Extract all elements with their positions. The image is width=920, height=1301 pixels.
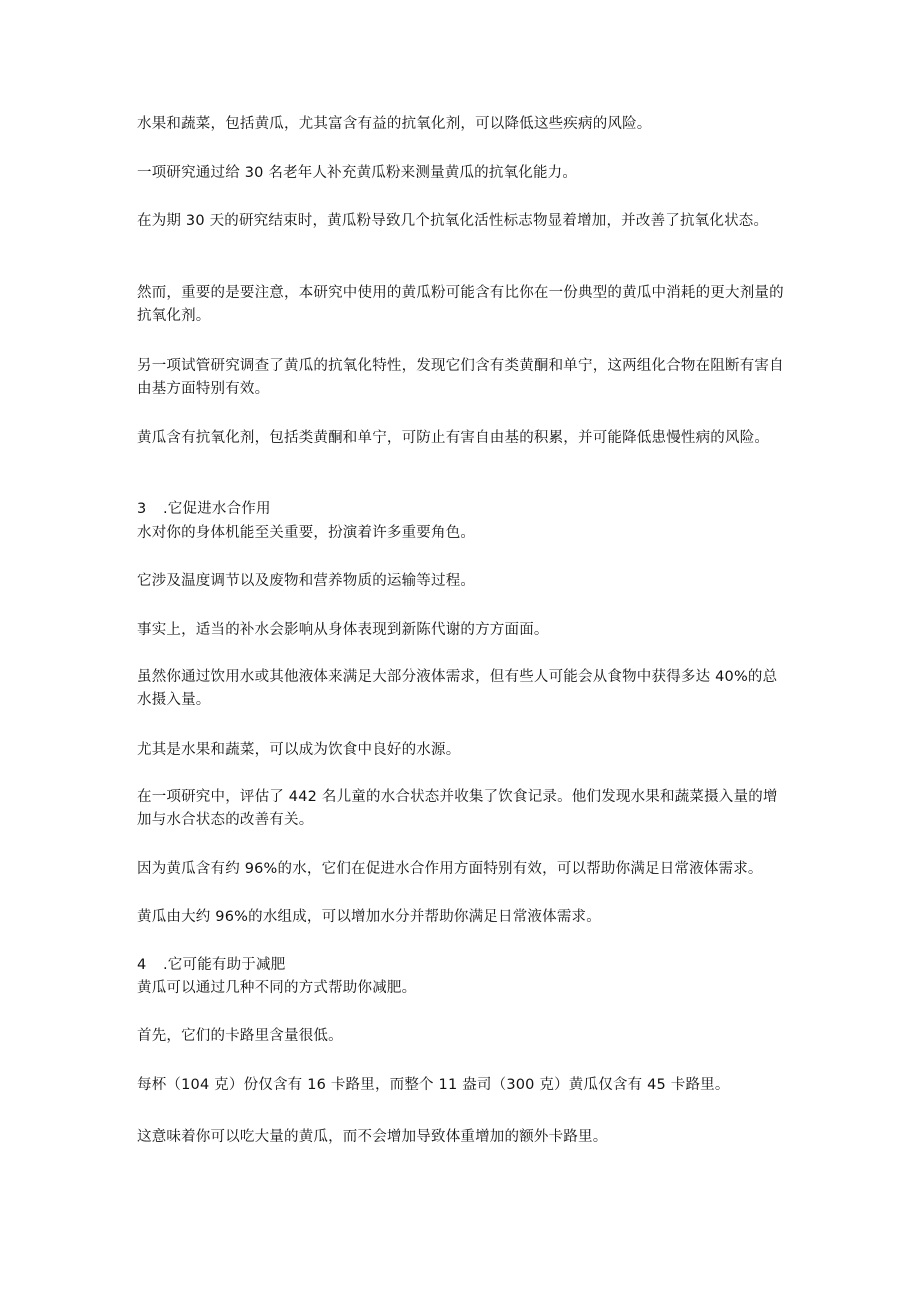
paragraph-low-calorie: 首先，它们的卡路里含量很低。 [137, 1028, 343, 1044]
section-4-heading [137, 954, 787, 977]
paragraph-calorie-count: 每杯（104 克）份仅含有 16 卡路里，而整个 11 盎司（300 克）黄瓜仅含有 45 卡路里。 [137, 1077, 730, 1093]
paragraph-water-intake: 虽然你通过饮用水或其他液体来满足大部分液体需求，但有些人可能会从食物中获得多达 40%的总水摄入量。 [137, 669, 778, 708]
paragraph-hydration-impact: 事实上，适当的补水会影响从身体表现到新陈代谢的方方面面。 [137, 622, 549, 638]
paragraph-weight-loss: 黄瓜可以通过几种不同的方式帮助你减肥。 [137, 980, 417, 996]
paragraph-water-role: 水对你的身体机能至关重要，扮演着许多重要角色。 [137, 525, 476, 541]
section-3-number: 3 [137, 501, 147, 517]
paragraph-dose-note: 然而，重要的是要注意，本研究中使用的黄瓜粉可能含有比你在一份典型的黄瓜中消耗的更大剂量的抗氧化剂。 [137, 285, 784, 324]
section-3-heading [137, 498, 787, 521]
paragraph-cucumber-water-summary: 黄瓜由大约 96%的水组成，可以增加水分并帮助你满足日常液体需求。 [137, 909, 601, 925]
paragraph-cucumber-water: 因为黄瓜含有约 96%的水，它们在促进水合作用方面特别有效，可以帮助你满足日常液体需求。 [137, 861, 763, 877]
paragraph-antioxidant-summary: 黄瓜含有抗氧化剂，包括类黄酮和单宁，可防止有害自由基的积累，并可能降低患慢性病的风险。 [137, 430, 770, 446]
paragraph-test-tube-study: 另一项试管研究调查了黄瓜的抗氧化特性，发现它们含有类黄酮和单宁，这两组化合物在阻断有害自由基方面特别有效。 [137, 358, 784, 397]
paragraph-eat-more: 这意味着你可以吃大量的黄瓜，而不会增加导致体重增加的额外卡路里。 [137, 1129, 608, 1145]
section-4-title: .它可能有助于减肥 [163, 957, 286, 973]
paragraph-children-study: 在一项研究中，评估了 442 名儿童的水合状态并收集了饮食记录。他们发现水果和蔬菜摄入量的增加与水合状态的改善有关。 [137, 789, 778, 828]
paragraph-study-elderly: 一项研究通过给 30 名老年人补充黄瓜粉来测量黄瓜的抗氧化能力。 [137, 165, 578, 181]
section-3-title: .它促进水合作用 [163, 501, 271, 517]
paragraph-antioxidant-intro: 水果和蔬菜，包括黄瓜，尤其富含有益的抗氧化剂，可以降低这些疾病的风险。 [137, 116, 652, 132]
paragraph-study-results: 在为期 30 天的研究结束时，黄瓜粉导致几个抗氧化活性标志物显着增加，并改善了抗氧化状态。 [137, 213, 769, 229]
paragraph-water-processes: 它涉及温度调节以及废物和营养物质的运输等过程。 [137, 573, 476, 589]
paragraph-fruits-vegetables: 尤其是水果和蔬菜，可以成为饮食中良好的水源。 [137, 742, 461, 758]
section-4-number: 4 [137, 957, 147, 973]
